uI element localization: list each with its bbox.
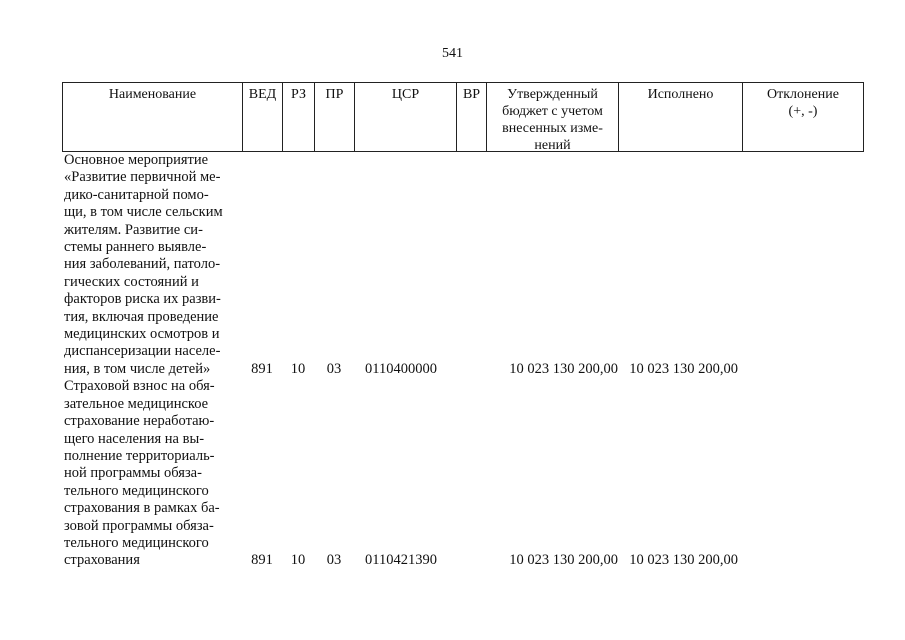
row-approved-budget: 10 023 130 200,00: [509, 360, 618, 377]
row-ved: 891: [251, 552, 273, 569]
row-name-line: страхования: [64, 552, 140, 569]
header-ved: ВЕД: [243, 83, 283, 151]
table-body: [62, 152, 864, 570]
header-executed: Исполнено: [619, 83, 743, 151]
table-header: [62, 82, 864, 152]
row-name-line: страхование неработаю-: [64, 413, 215, 430]
row-name-line: полнение территориаль-: [64, 447, 215, 464]
row-name-line: зательное медицинское: [64, 395, 209, 412]
table-row: [62, 152, 864, 378]
row-name-line: диспансеризации населе-: [64, 343, 221, 360]
row-rz: 10: [290, 552, 306, 569]
row-name-line: тия, включая проведение: [64, 308, 219, 325]
row-name-line: гических состояний и: [64, 273, 199, 290]
row-name-line: дико-санитарной помо-: [64, 186, 209, 203]
header-name: Наименование: [63, 83, 243, 151]
row-name-line: стемы раннего выявле-: [64, 239, 207, 256]
header-deviation: [743, 83, 863, 151]
row-name-line: факторов риска их разви-: [64, 291, 221, 308]
page-number: 541: [442, 46, 463, 61]
row-name-line: Основное мероприятие: [64, 152, 209, 168]
row-name-line: ния, в том числе детей»: [64, 360, 211, 377]
row-approved-budget: 10 023 130 200,00: [509, 552, 618, 569]
header-approved-line: нений: [534, 138, 571, 153]
row-csr: 0110400000: [365, 360, 437, 377]
row-csr: 0110421390: [365, 552, 437, 569]
row-executed: 10 023 130 200,00: [629, 552, 738, 569]
header-pr: ПР: [315, 83, 355, 151]
row-name: [62, 152, 242, 378]
row-name-line: медицинских осмотров и: [64, 326, 220, 343]
row-name-line: тельного медицинского: [64, 534, 209, 551]
row-name-line: Страховой взнос на обя-: [64, 378, 215, 395]
header-deviation-line: (+, -): [788, 104, 818, 119]
row-name-line: жителям. Развитие си-: [64, 221, 203, 238]
row-rz: 10: [290, 360, 306, 377]
row-name-line: щего населения на вы-: [64, 430, 205, 447]
row-name-line: щи, в том числе сельским: [64, 204, 223, 221]
header-csr: ЦСР: [355, 83, 457, 151]
header-vr: ВР: [457, 83, 487, 151]
row-name-line: ния заболеваний, патоло-: [64, 256, 221, 273]
row-ved: 891: [251, 360, 273, 377]
row-executed: 10 023 130 200,00: [629, 360, 738, 377]
row-name-line: тельного медицинского: [64, 482, 209, 499]
header-deviation-line: Отклонение: [767, 87, 839, 102]
header-approved-budget: [487, 83, 619, 151]
row-name-line: страхования в рамках ба-: [64, 500, 220, 517]
header-approved-line: бюджет с учетом: [502, 104, 603, 119]
row-pr: 03: [326, 360, 342, 377]
row-name-line: ной программы обяза-: [64, 465, 202, 482]
header-approved-line: Утвержденный: [507, 87, 598, 102]
table-row: [62, 378, 864, 569]
header-rz: РЗ: [283, 83, 315, 151]
row-name-line: зовой программы обяза-: [64, 517, 214, 534]
row-pr: 03: [326, 552, 342, 569]
row-name-line: «Развитие первичной ме-: [64, 169, 221, 186]
header-approved-line: внесенных изме-: [502, 121, 603, 136]
row-name: [62, 378, 242, 569]
